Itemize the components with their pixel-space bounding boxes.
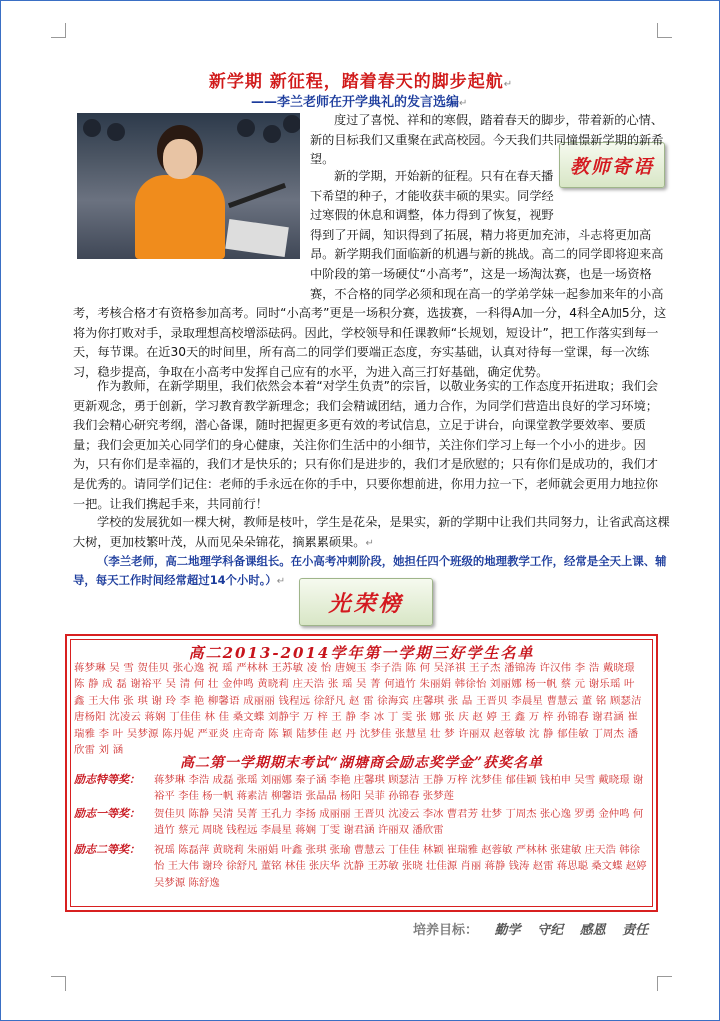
author-note: （李兰老师，高二地理学科备课组长。在小高考冲刺阶段，她担任四个班级的地理教学工作，经常是全天上课、辅导，每天工作时间经常超过14个小时。）↵ — [73, 554, 667, 587]
goal-item: 守纪 — [537, 923, 564, 938]
paragraph-2: 新的学期，开始新的征程。只有在春天播下希望的种子，才能收获丰硕的果实。同学经过寒假的休息和调整，体力得到了恢复，视野得到了开阔，知识得到了拓展，精力将更加充沛，斗志将更加高昂。新学期我们面临新的机遇与新的挑战。高二的同学即将迎来高中阶段的第一场硬仗“小高考”，这是一场淘汰赛，也是一场资格赛，不合格的同学必须和现在高一的学弟学妹一起参加来年的小高考，考核合格才有资格参加高考。同时“小高考”更是一场积分赛，选拔赛，一科得A加一分，4科全A加5分，这将为你打败对手，录取理想高校增添砝码。因此，学校领导和任课教师“长规划，短设计”，把工作落实到每一天，每节课。在近30天的时间里，所有高二的同学们要端正态度，夯实基础，认真对待每一堂课，每一次练习，稳步提高，争取在小高考中发挥自己应有的水平，为进入高三打好基础，确定优势。 — [73, 169, 667, 379]
crop-mark-bottom-left — [51, 976, 66, 991]
three-good-names: 蒋梦琳 吴 雪 贺佳贝 张心逸 祝 瑶 严林林 王苏敏 凌 怡 唐婉玉 李子浩 陈 何 吴泽祺 王子杰 潘锦涛 许汉伟 李 浩 戴晓璟 陈 静 成 磊 谢裕平 吴 清 何 壮 金仲鸣 黄晓莉 庄天浩 张 瑶 吴 菁 何逍竹 朱丽娟 韩徐怡 刘丽娜 杨一帆 蔡 元 谢乐瑶 叶 鑫 王大伟 张 琪 谢 玲 李 艳 柳馨语 成丽丽 钱程远 徐舒凡 赵 雷 徐海宾 庄馨琪 张 晶 王晋贝 李晨星 曹慧云 董 铭 顾瑟洁 唐杨阳 沈凌云 蒋娴 丁佳佳 林 佳 桑文蝶 刘静宇 万 梓 王 静 李 冰 丁 雯 张 娜 张 庆 赵 婷 王 鑫 万 梓 孙锦春 谢君涵 崔瑞雅 李 叶 吴梦源 陈丹妮 严亚炎 庄奇奇 陈 颖 陆梦佳 赵 丹 沈梦佳 张慧星 壮 梦 许丽双 赵蓉敏 沈 静 郁佳敏 丁周杰 潘欣雷 刘 涵 — [74, 662, 642, 757]
prize-names: 贺佳贝 陈静 吴清 吴菁 王孔力 李扬 成丽丽 王晋贝 沈凌云 李冰 曹君芳 壮梦 丁周杰 张心逸 罗勇 金仲鸣 何逍竹 蔡元 周晓 钱程远 李晨星 蒋娴 丁雯 谢君涵 许丽双 潘欣雷 — [154, 808, 644, 837]
paragraph-1: 度过了喜悦、祥和的寒假，踏着春天的脚步，带着新的心情、新的目标我们又重聚在武高校园。今天我们共同憧憬新学期的新希望。 — [310, 113, 664, 167]
teacher-message-badge: 教师寄语 — [559, 142, 665, 188]
prize-names: 蒋梦琳 李浩 成磊 张瑶 刘丽娜 秦子涵 李艳 庄馨琪 顾瑟洁 王静 万梓 沈梦佳 郁佳颖 钱柏申 吴雪 戴晓璟 谢裕平 李佳 杨一帆 蒋素洁 柳馨语 张晶晶 杨阳 吴菲 孙锦春 张梦莲 — [154, 774, 644, 803]
honor-heading-scholarship: 高二第一学期期末考试“湖塘商会励志奖学金”获奖名单 — [179, 755, 544, 771]
goal-item: 勤学 — [494, 923, 521, 938]
prize-names: 祝瑶 陈磊萍 黄晓莉 朱丽娟 叶鑫 张琪 张瑜 曹慧云 丁佳佳 林颖 崔瑞雅 赵蓉敏 严林林 张建敏 庄天浩 韩徐怡 王大伟 谢玲 徐舒凡 董铭 林佳 张庆华 沈静 王苏敏 张晓 壮佳源 肖丽 蒋静 钱涛 赵雷 蒋思聪 桑文蝶 赵婷 吴梦源 陈舒逸 — [154, 844, 647, 889]
goal-label: 培养目标： — [413, 923, 479, 938]
training-goal — [413, 919, 672, 938]
crop-mark-top-right — [657, 23, 672, 38]
honor-roll-box — [65, 634, 658, 912]
paragraph-4: 学校的发展犹如一棵大树，教师是枝叶，学生是花朵，是果实，新的学期中让我们共同努力，让省武高这棵大树，更加枝繁叶茂，从而见朵朵锦花，摘累累硕果。↵ — [73, 515, 670, 549]
crop-mark-bottom-right — [657, 976, 672, 991]
goal-item: 责任 — [622, 923, 649, 938]
article-title: 新学期 新征程，踏着春天的脚步起航↵ — [208, 72, 514, 92]
paragraph-3: 作为教师，在新学期里，我们依然会本着“对学生负责”的宗旨，以敬业务实的工作态度开拓进取；我们会更新观念，勇于创新，学习教育教学新理念；我们会精诚团结，通力合作，为同学们营造出良好的学习环境；我们会精心研究考纲，潜心备课，随时把握更多更有效的考试信息，立足于讲台，向课堂教学要效率、要质量；我们会更加关心同学们的身心健康，关注你们生活中的小细节，关注你们学习上每一个小小的进步。因为，只有你们是幸福的，我们才是快乐的；只有你们是进步的，我们才是欣慰的；只有你们是成功的，我们才是优秀的。请同学们记住：老师的手永远在你的手中，只要你想前进，你用力拉一下，老师就会更用力地拉你一把。让我们携起手来，共同前行！ — [73, 379, 659, 511]
prize-label: 励志特等奖： — [74, 773, 140, 786]
goal-item: 感恩 — [579, 923, 606, 938]
article-subtitle: ——李兰老师在开学典礼的发言选编↵ — [251, 95, 468, 110]
prize-label: 励志二等奖： — [74, 843, 140, 856]
prize-label: 励志一等奖： — [74, 807, 140, 820]
crop-mark-top-left — [51, 23, 66, 38]
honor-heading-three-good: 高二2013-2014学年第一学期三好学生名单 — [188, 644, 535, 662]
honor-roll-badge: 光荣榜 — [299, 578, 433, 626]
